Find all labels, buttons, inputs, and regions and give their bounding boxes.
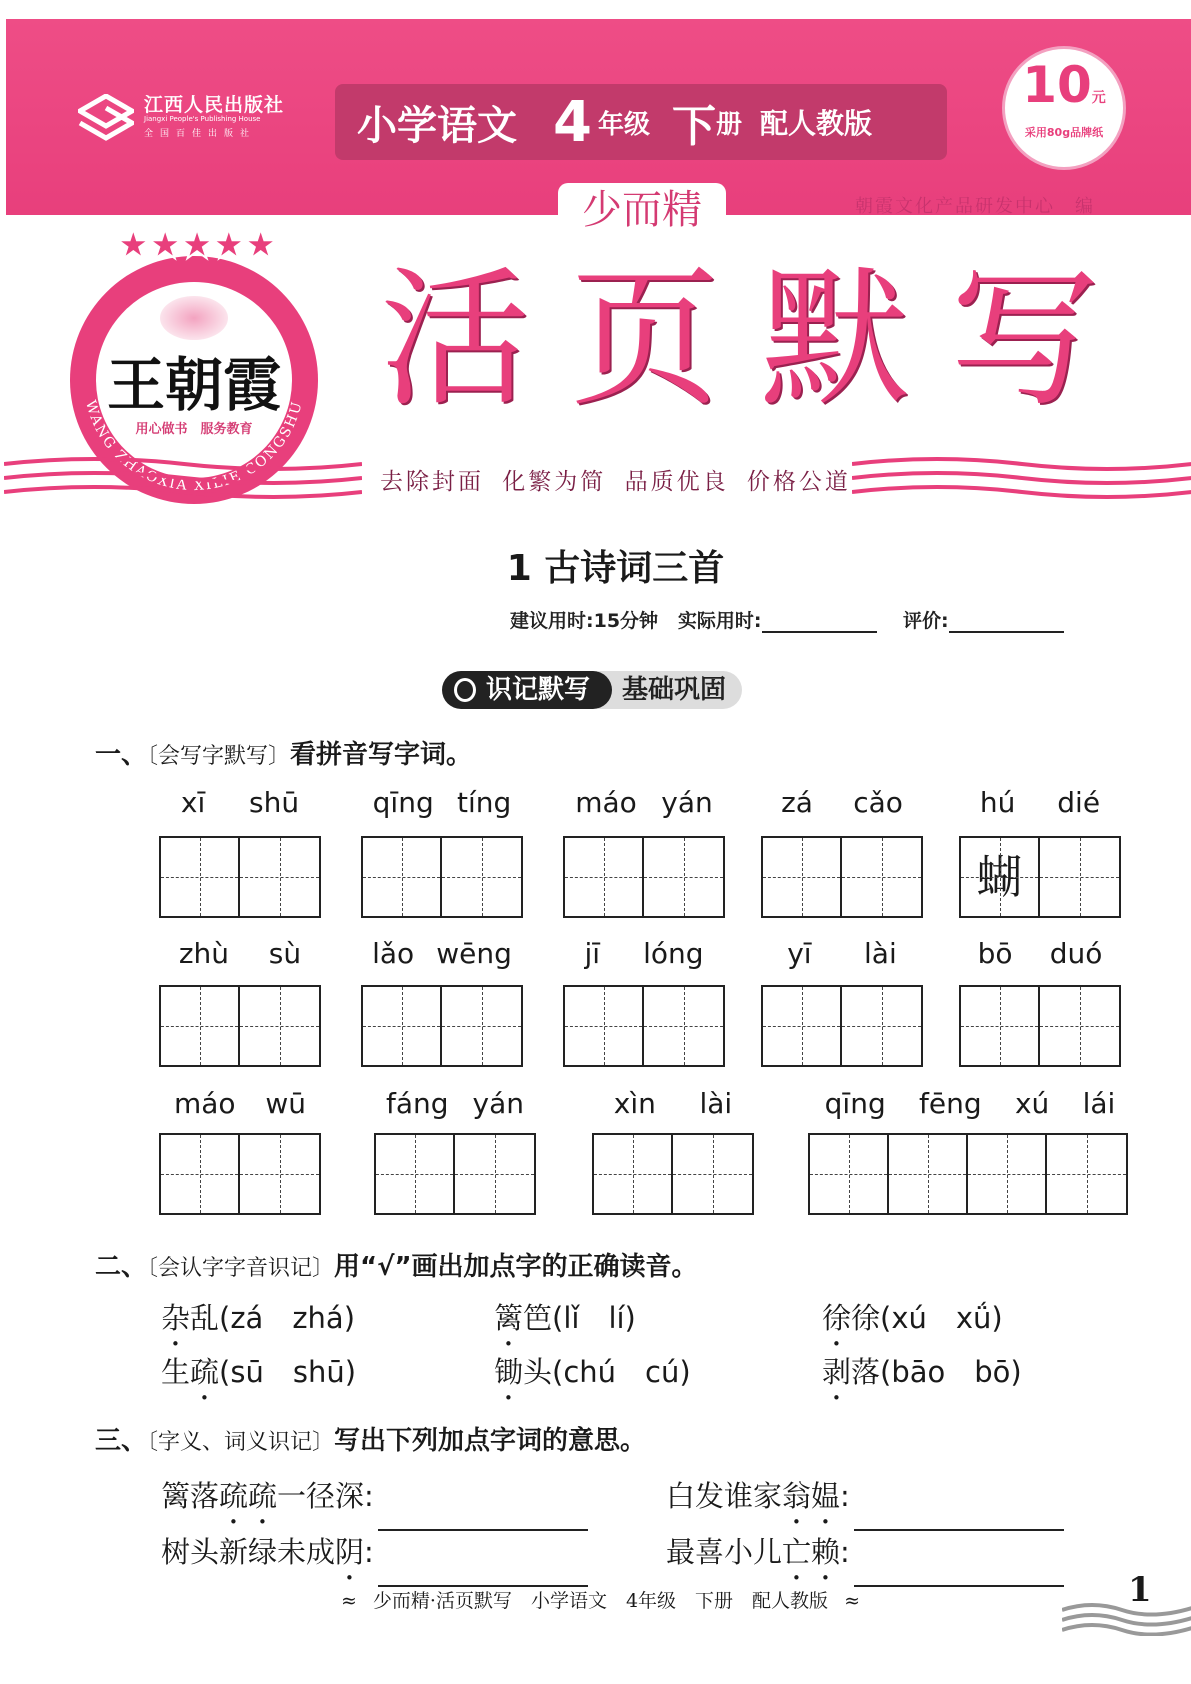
reading-item-dot: 疏 <box>190 1355 220 1389</box>
writing-cell[interactable] <box>842 987 921 1065</box>
price-badge <box>1002 46 1126 170</box>
reading-item <box>161 1296 355 1353</box>
pinyin-syllable: zá <box>781 786 813 819</box>
time-line <box>510 606 1064 633</box>
pinyin-syllable: wū <box>265 1087 307 1120</box>
q3-heading <box>95 1420 646 1457</box>
writing-cell[interactable] <box>363 987 442 1065</box>
meaning-item-pre: 白发谁家 <box>666 1479 783 1513</box>
price-amount: 10 <box>1022 56 1092 114</box>
reading-item <box>161 1350 356 1407</box>
series-tag: 少而精 <box>558 183 726 237</box>
brand-name: 王朝霞 <box>106 351 281 419</box>
page-number: 1 <box>1128 1570 1152 1610</box>
pinyin-label <box>563 786 725 819</box>
writing-cell[interactable] <box>968 1135 1047 1213</box>
pinyin-syllable: shū <box>249 786 300 819</box>
price-unit: 元 <box>1091 90 1106 106</box>
answer-line[interactable] <box>378 1561 588 1587</box>
reading-item <box>822 1296 1003 1353</box>
writing-cell[interactable] <box>842 838 921 916</box>
publisher-tagline: 全国百佳出版社 <box>144 129 257 139</box>
pinyin-syllable: lǎo <box>372 937 415 970</box>
meaning-item-post: : <box>840 1535 850 1569</box>
q3-prompt: 写出下列加点字词的意思。 <box>334 1426 647 1456</box>
brand-ring-text: WANG ZHAOXIA XILIE CONGSHU <box>82 398 306 495</box>
pinyin-syllable: qīng <box>824 1087 886 1120</box>
subject: 小学语文 <box>357 102 517 149</box>
main-title: 活页默写 <box>380 253 1141 427</box>
meaning-item-post: : <box>364 1535 374 1569</box>
writing-cell[interactable] <box>673 1135 752 1213</box>
pinyin-label <box>808 1087 1132 1120</box>
page-wave-icon <box>1062 1600 1191 1636</box>
pinyin-label <box>563 937 725 970</box>
brand-motto: 用心做书 服务教育 <box>135 422 253 437</box>
writing-cell[interactable] <box>889 1135 968 1213</box>
writing-box <box>592 1133 754 1215</box>
suggested-time: 建议用时:15分钟 <box>510 610 659 632</box>
evaluation-field[interactable] <box>949 613 1064 633</box>
writing-box <box>159 985 321 1067</box>
pinyin-syllable: qīng <box>372 786 434 819</box>
meaning-item-post: 一径深: <box>277 1479 374 1513</box>
writing-cell[interactable] <box>455 1135 534 1213</box>
writing-cell[interactable] <box>442 987 521 1065</box>
pinyin-label <box>361 937 523 970</box>
pinyin-syllable: yī <box>787 937 812 970</box>
meaning-item <box>161 1530 588 1587</box>
writing-box <box>959 836 1121 918</box>
wave-decoration-right <box>852 454 1191 502</box>
grade-unit: 年级 <box>597 109 650 140</box>
q1-heading <box>95 734 472 771</box>
volume: 下 <box>671 101 716 152</box>
writing-box <box>959 985 1121 1067</box>
medal-icon <box>454 678 476 702</box>
portrait-icon <box>160 296 228 340</box>
writing-box <box>761 836 923 918</box>
meaning-item-post: : <box>840 1479 850 1513</box>
q1-number: 一、 <box>95 740 148 770</box>
writing-cell[interactable] <box>376 1135 455 1213</box>
publisher-name: 江西人民出版社 <box>144 94 285 116</box>
answer-line[interactable] <box>854 1561 1064 1587</box>
reading-item-dot: 徐 <box>822 1301 852 1335</box>
pinyin-syllable: hú <box>979 786 1016 819</box>
pinyin-label <box>159 937 321 970</box>
actual-time-label: 实际用时: <box>677 610 762 632</box>
pinyin-label <box>761 937 923 970</box>
editor-credit: 朝霞文化产品研发中心 编 <box>855 196 1095 217</box>
writing-cell[interactable] <box>1047 1135 1126 1213</box>
meaning-item-dot: 阴 <box>335 1535 365 1569</box>
pinyin-syllable: sù <box>268 937 302 970</box>
lesson-title: 1 古诗词三首 <box>506 548 725 589</box>
pinyin-label <box>761 786 923 819</box>
reading-item <box>822 1350 1022 1407</box>
reading-item-pre: 生 <box>161 1355 191 1389</box>
pinyin-label <box>959 937 1121 970</box>
writing-box <box>159 1133 321 1215</box>
pinyin-syllable: yán <box>472 1087 524 1120</box>
pinyin-syllable: zhù <box>178 937 230 970</box>
pinyin-syllable: fáng <box>385 1087 449 1120</box>
pinyin-syllable: máo <box>575 786 637 819</box>
pinyin-syllable: cǎo <box>853 786 903 819</box>
actual-time-field[interactable] <box>762 613 877 633</box>
pinyin-syllable: wēng <box>436 937 512 970</box>
paper-note: 采用80g品牌纸 <box>1024 126 1104 139</box>
reading-item-post: 徐(xú xǘ) <box>851 1301 1003 1335</box>
writing-box <box>374 1133 536 1215</box>
meaning-item-pre: 篱落 <box>161 1479 220 1513</box>
q1-prompt: 看拼音写字词。 <box>290 740 473 770</box>
reading-item-dot: 剥 <box>822 1355 852 1389</box>
q2-prompt: 用“√”画出加点字的正确读音。 <box>334 1252 698 1282</box>
writing-cell[interactable] <box>565 838 644 916</box>
reading-item-post: 笆(lǐ lí) <box>523 1301 636 1335</box>
pinyin-label <box>374 1087 536 1120</box>
pinyin-syllable: lái <box>1082 1087 1116 1120</box>
publisher-emblem-icon <box>78 94 134 144</box>
reading-item-post: 乱(zá zhá) <box>190 1301 356 1335</box>
reading-item-dot: 篱 <box>494 1301 524 1335</box>
pinyin-syllable: dié <box>1057 786 1101 819</box>
meaning-item-pre: 树头新绿未成 <box>161 1535 336 1569</box>
reading-item <box>494 1350 691 1407</box>
writing-cell[interactable] <box>644 987 723 1065</box>
q2-heading <box>95 1246 698 1283</box>
writing-cell[interactable] <box>363 838 442 916</box>
pinyin-syllable: lài <box>699 1087 733 1120</box>
book-title-box <box>335 84 947 160</box>
writing-cell[interactable] <box>763 838 842 916</box>
writing-cell[interactable] <box>161 838 240 916</box>
writing-cell[interactable] <box>1040 987 1119 1065</box>
writing-cell[interactable] <box>644 838 723 916</box>
pinyin-label <box>361 786 523 819</box>
edition: 配人教版 <box>760 107 873 140</box>
reading-item-post: 头(chú cú) <box>523 1355 691 1389</box>
writing-box <box>761 985 923 1067</box>
pinyin-syllable: tíng <box>457 786 512 819</box>
writing-box <box>563 836 725 918</box>
writing-cell[interactable] <box>161 1135 240 1213</box>
writing-cell[interactable] <box>763 987 842 1065</box>
pinyin-syllable: lài <box>864 937 897 970</box>
writing-box <box>808 1133 1128 1215</box>
writing-cell[interactable] <box>240 1135 319 1213</box>
meaning-item <box>161 1474 588 1531</box>
reading-item-post: (sū shū) <box>219 1355 357 1389</box>
pinyin-syllable: xìn <box>613 1087 656 1120</box>
pinyin-syllable: duó <box>1049 937 1103 970</box>
pinyin-syllable: xī <box>180 786 206 819</box>
writing-box <box>361 836 523 918</box>
q2-number: 二、 <box>95 1252 148 1282</box>
stars-icon: ★★★★★ <box>115 222 275 268</box>
meaning-item-pre: 最喜小儿 <box>666 1535 783 1569</box>
writing-box <box>563 985 725 1067</box>
writing-box <box>159 836 321 918</box>
meaning-item-dot: 疏疏 <box>219 1479 278 1513</box>
footer-text: ≈ 少而精·活页默写 小学语文 4年级 下册 配人教版 ≈ <box>340 1590 861 1612</box>
reading-item-dot: 杂 <box>161 1301 191 1335</box>
writing-cell[interactable] <box>810 1135 889 1213</box>
writing-cell[interactable] <box>240 987 319 1065</box>
volume-unit: 册 <box>715 109 742 140</box>
publisher-logo <box>78 90 308 148</box>
pinyin-syllable: lóng <box>643 937 704 970</box>
pinyin-label <box>159 1087 321 1120</box>
writing-cell[interactable]: 蝴 <box>961 838 1040 916</box>
pinyin-syllable: máo <box>173 1087 236 1120</box>
wave-decoration-left <box>4 454 362 502</box>
badge-dark-label: 识记默写 <box>486 675 591 705</box>
answer-line[interactable] <box>854 1505 1064 1531</box>
pinyin-syllable: jī <box>584 937 601 970</box>
reading-item <box>494 1296 636 1353</box>
pinyin-syllable: bō <box>977 937 1013 970</box>
writing-cell[interactable] <box>961 987 1040 1065</box>
writing-cell[interactable] <box>240 838 319 916</box>
writing-cell[interactable] <box>565 987 644 1065</box>
pinyin-syllable: fēng <box>919 1087 982 1120</box>
section-badge <box>442 671 742 709</box>
writing-cell[interactable] <box>442 838 521 916</box>
q3-tag: 〔字义、词义识记〕 <box>147 1430 335 1455</box>
meaning-item <box>666 1474 1064 1531</box>
meaning-item-dot: 亡赖 <box>782 1535 841 1569</box>
slogan: 去除封面 化繁为简 品质优良 价格公道 <box>380 469 851 495</box>
reading-item-post: 落(bāo bō) <box>851 1355 1022 1389</box>
writing-cell[interactable] <box>1040 838 1119 916</box>
writing-box <box>361 985 523 1067</box>
writing-cell[interactable] <box>594 1135 673 1213</box>
pinyin-syllable: yán <box>661 786 713 819</box>
evaluation-label: 评价: <box>902 610 949 632</box>
writing-cell[interactable] <box>161 987 240 1065</box>
q1-tag: 〔会写字默写〕 <box>147 744 291 769</box>
pinyin-label <box>159 786 321 819</box>
meaning-item <box>666 1530 1064 1587</box>
meaning-item-dot: 翁媪 <box>782 1479 841 1513</box>
pinyin-label <box>959 786 1121 819</box>
answer-line[interactable] <box>378 1505 588 1531</box>
pinyin-syllable: xú <box>1014 1087 1050 1120</box>
reading-item-dot: 锄 <box>494 1355 524 1389</box>
grade: 4 <box>553 89 592 155</box>
q2-tag: 〔会认字字音识记〕 <box>147 1256 335 1281</box>
badge-light-label: 基础巩固 <box>598 671 742 709</box>
pinyin-label <box>592 1087 754 1120</box>
publisher-name-en: Jiangxi People's Publishing House <box>144 115 261 123</box>
q3-number: 三、 <box>95 1426 148 1456</box>
